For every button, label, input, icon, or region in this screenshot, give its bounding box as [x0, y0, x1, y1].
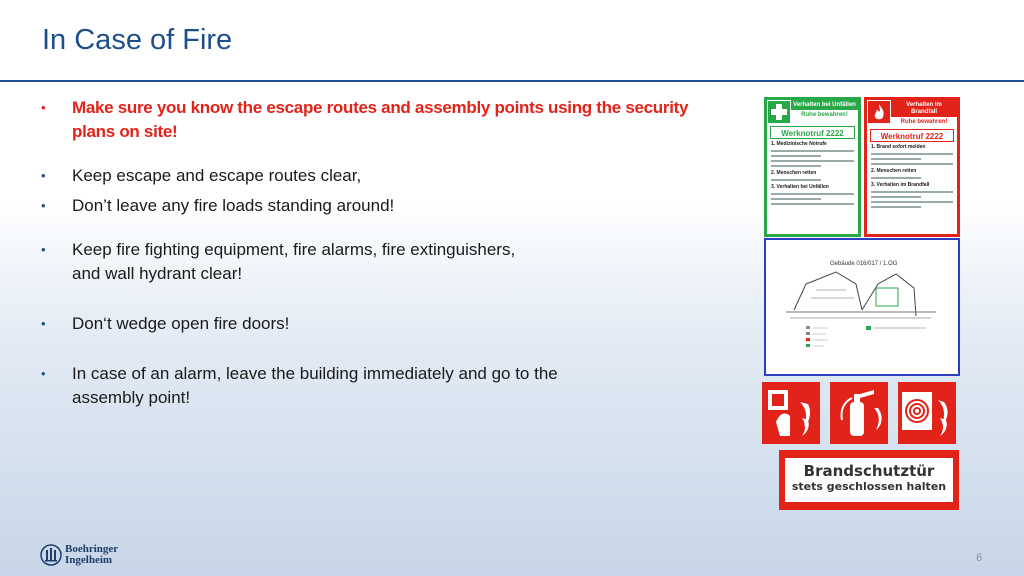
- bullet-text: assembly point!: [72, 388, 191, 407]
- logo-text-line2: Ingelheim: [65, 554, 113, 566]
- bullet-text: Keep escape and escape routes clear,: [72, 166, 362, 185]
- bullet-item-security-plans: [38, 96, 722, 144]
- fire-extinguisher-icon: [830, 382, 888, 444]
- logo-text-line1: Boehringer: [65, 543, 119, 555]
- bullet-text: and wall hydrant clear!: [72, 264, 243, 283]
- bullet-marker: •: [41, 242, 46, 257]
- sign-step: 1. Brand sofort melden: [871, 144, 926, 150]
- title-divider: [0, 80, 1024, 82]
- company-logo: [40, 544, 118, 566]
- bullet-item-alarm: [38, 362, 722, 410]
- page-number: 6: [976, 552, 983, 564]
- bullet-item-fire-loads: [38, 194, 722, 218]
- accident-procedure-sign: [764, 97, 861, 237]
- bullet-text: Make sure you know the escape routes and assembly points using the security: [72, 98, 689, 117]
- emergency-number: Werknotruf 2222: [770, 126, 855, 139]
- bullet-text: Don‘t wedge open fire doors!: [72, 314, 290, 333]
- bullet-marker: •: [41, 168, 46, 183]
- sign-heading: Verhalten bei Unfällen: [791, 100, 858, 110]
- fire-door-sign-line2: stets geschlossen halten: [791, 480, 947, 493]
- bullet-marker: •: [41, 100, 46, 115]
- sign-step: 2. Menschen retten: [871, 168, 917, 174]
- sign-heading: Verhalten im Brandfall: [891, 100, 957, 117]
- sign-step: 2. Menschen retten: [771, 170, 817, 176]
- bullet-item-fire-doors: [38, 312, 722, 336]
- sign-step: 3. Verhalten bei Unfällen: [771, 184, 829, 190]
- floor-plan-drawing: [766, 240, 958, 374]
- fire-hose-icon: [898, 382, 956, 444]
- sign-step: 3. Verhalten im Brandfall: [871, 182, 930, 188]
- slide-title: In Case of Fire: [42, 24, 233, 56]
- bullet-item-escape-routes: [38, 164, 722, 188]
- bullet-text: Keep fire fighting equipment, fire alarms, fire extinguishers,: [72, 240, 516, 259]
- sign-subheading: Ruhe bewahren!: [900, 119, 948, 125]
- bullet-text: In case of an alarm, leave the building immediately and go to the: [72, 364, 558, 383]
- bullet-item-equipment-clear: [38, 238, 722, 286]
- fire-procedure-sign: [864, 97, 960, 237]
- sign-step: 1. Medizinische Notrufe: [771, 141, 827, 147]
- fire-alarm-icon: [762, 382, 820, 444]
- sign-subheading: Ruhe bewahren!: [801, 112, 848, 118]
- emergency-number: Werknotruf 2222: [870, 129, 954, 142]
- fire-door-sign: [779, 450, 959, 510]
- fire-symbol-icon: [868, 101, 890, 123]
- bullet-marker: •: [41, 316, 46, 331]
- bullet-text: Don’t leave any fire loads standing around!: [72, 196, 395, 215]
- company-logo-icon: [40, 544, 62, 566]
- escape-plan: [764, 238, 960, 376]
- bullet-marker: •: [41, 366, 46, 381]
- fire-door-sign-line1: Brandschutztür: [803, 462, 935, 480]
- bullet-text: plans on site!: [72, 122, 178, 141]
- first-aid-cross-icon: [768, 101, 790, 123]
- bullet-marker: •: [41, 198, 46, 213]
- plan-title: Gebäude 016/017 / 1.OG: [830, 261, 898, 267]
